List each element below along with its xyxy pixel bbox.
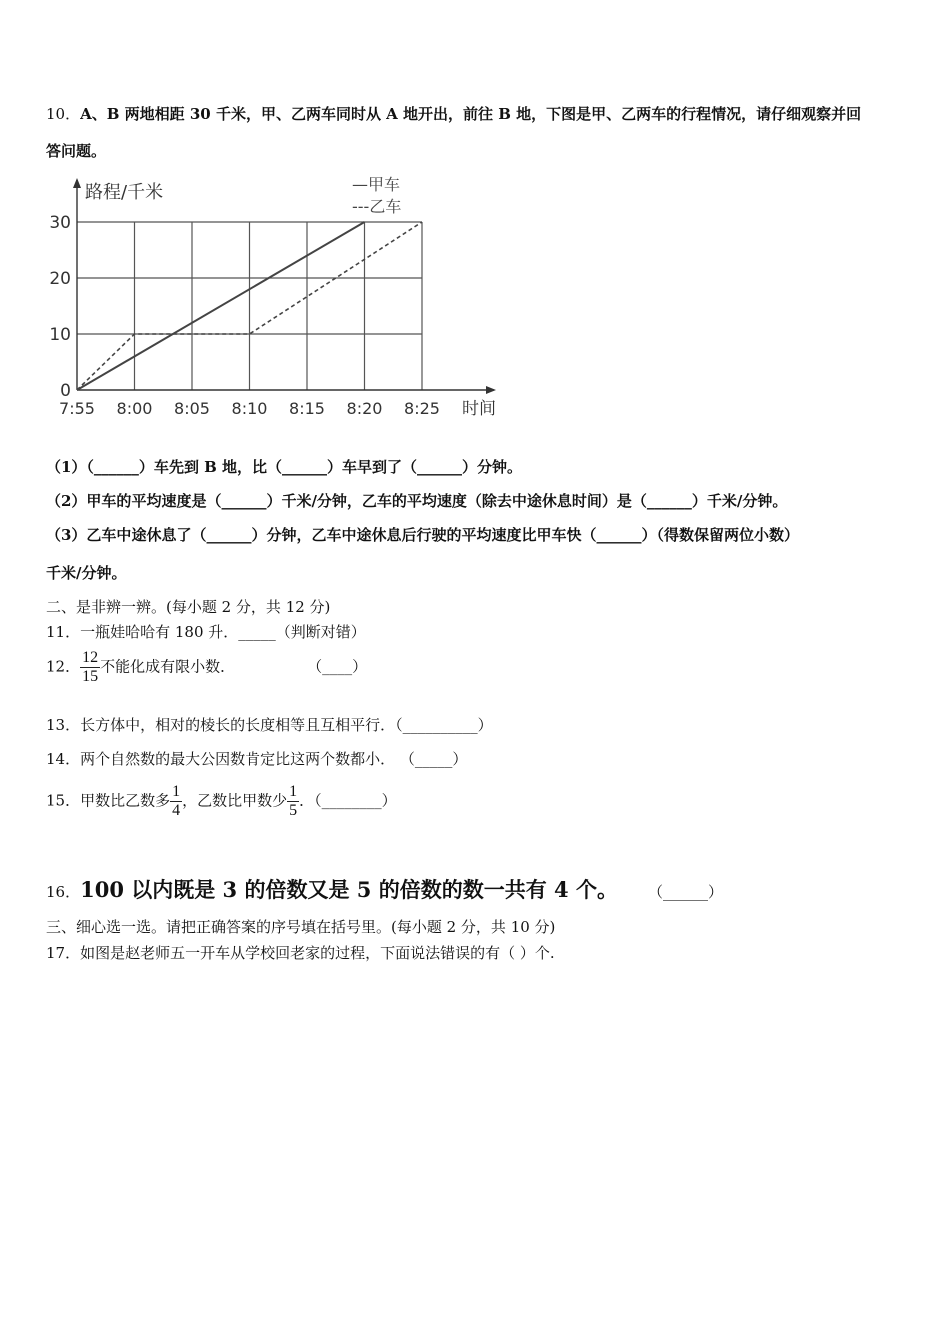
q12-fraction: [80, 650, 100, 685]
q16-blank: （______）: [647, 883, 723, 901]
q12-frac-bottom: 15: [82, 668, 99, 685]
q15: [46, 784, 397, 819]
legend-jia: —甲车: [352, 175, 401, 194]
q15-f1-top: 1: [172, 783, 181, 800]
q15-part-a: 15．甲数比乙数多: [46, 791, 171, 810]
q16-number: 16．: [46, 883, 81, 901]
q13: 13．长方体中，相对的棱长的长度相等且互相平行．（__________）: [46, 716, 493, 734]
q12-number: 12．: [46, 657, 81, 676]
y-tick-label: 20: [49, 269, 71, 289]
q16-text: 100 以内既是 3 的倍数又是 5 的倍数的数一共有 4 个。: [80, 877, 618, 902]
x-tick-label: 8:10: [231, 399, 268, 418]
x-tick-label: 8:15: [289, 399, 325, 418]
y-tick-label: 10: [49, 325, 71, 345]
legend-yi: ---乙车: [352, 197, 402, 216]
q12-frac-top: 12: [82, 649, 99, 666]
x-axis-label: 时间: [462, 399, 496, 419]
q12-text: 不能化成有限小数．: [100, 657, 236, 676]
x-tick-label: 8:00: [116, 399, 153, 418]
travel-chart: [44, 170, 514, 420]
q15-fraction-1: [170, 784, 182, 819]
q15-fraction-2: [287, 784, 299, 819]
x-axis-arrow: [486, 386, 496, 394]
q17: 17．如图是赵老师五一开车从学校回老家的过程，下面说法错误的有（ ）个.: [46, 944, 555, 962]
y-tick-label: 30: [49, 213, 71, 233]
q10-sub3a: （3）乙车中途休息了（______）分钟，乙车中途休息后行驶的平均速度比甲车快（______）（得数保留两位小数）: [46, 526, 799, 544]
q16: [46, 874, 723, 904]
x-tick-label: 8:05: [174, 399, 210, 418]
q10-stem: A、B 两地相距 30 千米，甲、乙两车同时从 A 地开出，前往 B 地，下图是甲、乙两车的行程情况，请仔细观察并回: [80, 105, 862, 123]
q10-line2: 答问题。: [46, 142, 107, 160]
q11: 11．一瓶娃哈哈有 180 升．_____（判断对错）: [46, 623, 366, 641]
q10-line1: [46, 103, 861, 124]
series-line-jia: [77, 222, 365, 390]
x-tick-label: 8:20: [346, 399, 383, 418]
q10-number: 10．: [46, 105, 81, 123]
q12-blank: （____）: [307, 657, 368, 676]
section3-title: 三、细心选一选。请把正确答案的序号填在括号里。(每小题 2 分，共 10 分): [46, 918, 556, 936]
q12: [46, 650, 367, 685]
q10-sub2: （2）甲车的平均速度是（______）千米/分钟，乙车的平均速度（除去中途休息时间）是（______）千米/分钟。: [46, 492, 788, 510]
section2-title: 二、是非辨一辨。(每小题 2 分，共 12 分): [46, 598, 331, 616]
y-tick-label: 0: [60, 381, 71, 401]
q15-part-c: ．（________）: [299, 791, 397, 810]
y-axis-arrow: [73, 178, 81, 188]
q15-part-b: ，乙数比甲数少: [182, 791, 288, 810]
q10-sub1: （1）（______）车先到 B 地，比（______）车早到了（______）分钟。: [46, 458, 523, 476]
q15-f2-bottom: 5: [289, 802, 298, 819]
x-tick-label: 7:55: [59, 399, 95, 418]
q10-sub3b: 千米/分钟。: [46, 564, 127, 582]
q14: 14．两个自然数的最大公因数肯定比这两个数都小． （_____）: [46, 750, 468, 768]
q15-f2-top: 1: [289, 783, 298, 800]
q15-f1-bottom: 4: [172, 802, 181, 819]
y-axis-label: 路程/千米: [85, 182, 164, 203]
x-tick-label: 8:25: [404, 399, 440, 418]
